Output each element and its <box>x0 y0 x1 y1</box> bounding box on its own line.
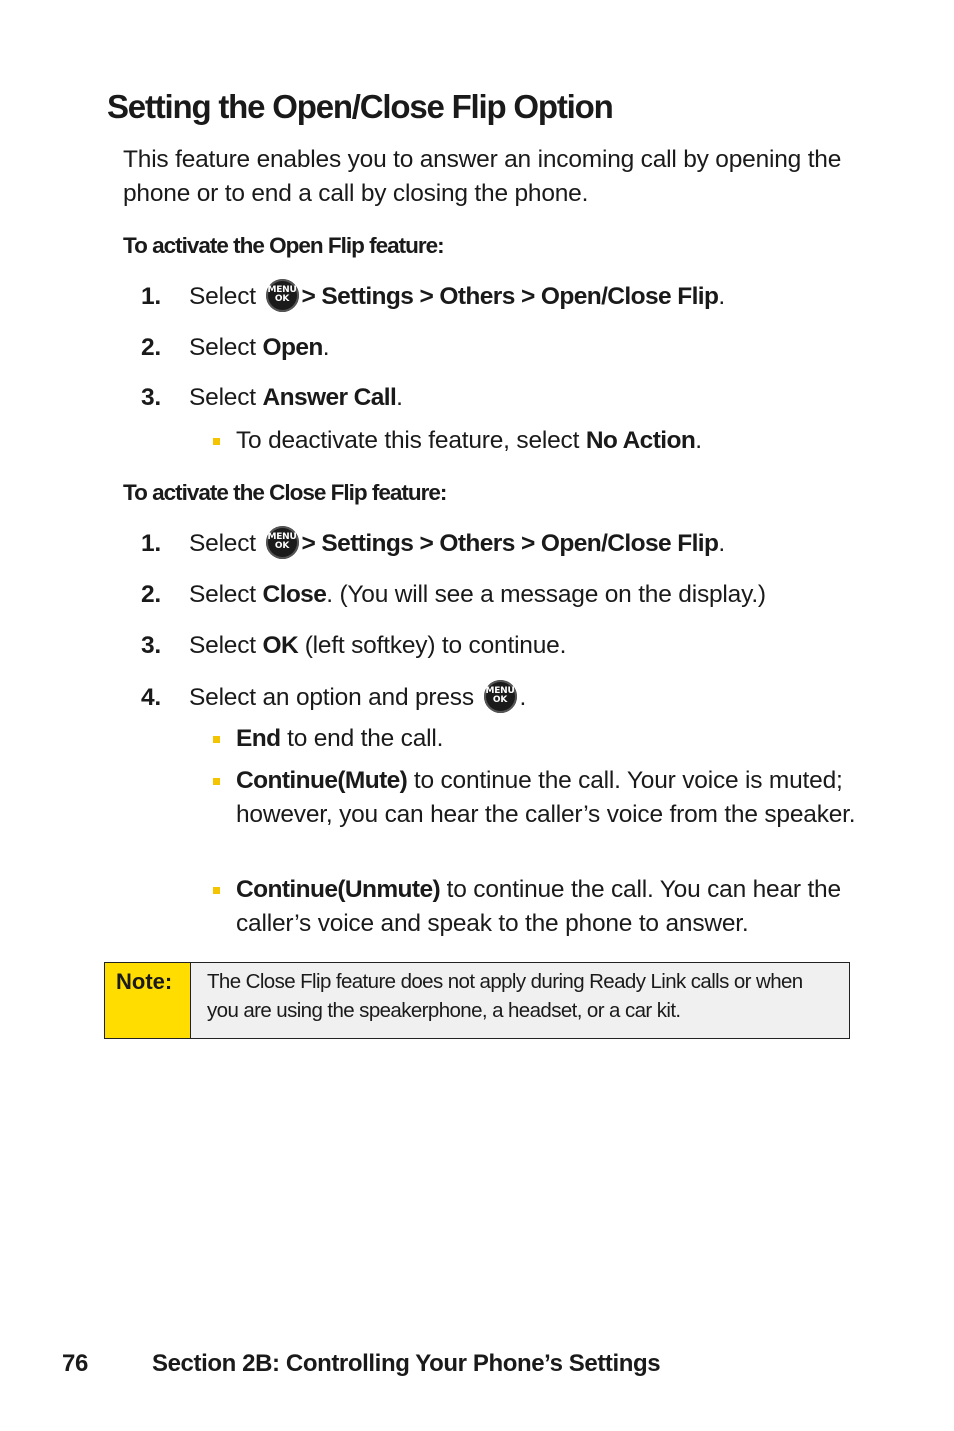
bullet-square-icon <box>213 736 220 743</box>
step-end: . <box>519 684 527 711</box>
step-end: . <box>396 384 403 411</box>
step-text: Select <box>189 283 256 310</box>
close-bullet-2 <box>210 764 860 831</box>
section-title: Section 2B: Controlling Your Phone’s Settings <box>152 1350 661 1377</box>
step-number: 1. <box>141 530 162 557</box>
menu-path: > Settings > Others > Open/Close Flip <box>301 530 719 557</box>
step-end: . (You will see a message on the display.) <box>326 581 766 608</box>
open-flip-heading: To activate the Open Flip feature: <box>123 233 444 258</box>
open-step-2 <box>141 331 329 365</box>
bullet-bold: Continue(Mute) <box>236 767 408 794</box>
bullet-square-icon <box>213 887 220 894</box>
step-text: Select <box>189 581 256 608</box>
bullet-text: To deactivate this feature, select <box>236 427 580 454</box>
close-bullet-3 <box>210 873 860 940</box>
open-bullet-1 <box>210 424 860 458</box>
step-end: . <box>718 530 725 557</box>
menu-ok-icon-line2: OK <box>274 294 290 305</box>
menu-ok-icon-line1: MENU <box>267 285 297 296</box>
note-label: Note: <box>105 963 191 1038</box>
step-end: . <box>322 334 330 361</box>
step-bold: Close <box>262 581 327 608</box>
close-step-4 <box>141 681 526 715</box>
close-step-3 <box>141 629 566 663</box>
menu-ok-icon <box>266 279 299 312</box>
open-step-1 <box>141 280 725 314</box>
menu-ok-icon <box>484 680 517 713</box>
step-text: Select <box>189 334 256 361</box>
step-bold: Answer Call <box>262 384 397 411</box>
step-number: 2. <box>141 581 162 608</box>
note-text: The Close Flip feature does not apply during Ready Link calls or when you are using the speakerphone, a headset, or a car kit. <box>207 970 803 1022</box>
menu-ok-icon-line2: OK <box>274 541 290 552</box>
step-number: 2. <box>141 334 162 361</box>
step-text: Select <box>189 530 256 557</box>
close-step-2 <box>141 578 766 612</box>
bullet-text: to continue the call. Your voice is muted; however, you can hear the caller’s voice from the speaker. <box>236 767 856 828</box>
step-number: 3. <box>141 632 162 659</box>
intro-paragraph: This feature enables you to answer an incoming call by opening the phone or to end a call by closing the phone. <box>123 146 842 207</box>
menu-ok-icon-line1: MENU <box>485 686 515 697</box>
step-text: Select <box>189 632 256 659</box>
menu-ok-icon-line1: MENU <box>267 532 297 543</box>
note-box <box>104 962 850 1039</box>
bullet-bold: Continue(Unmute) <box>236 876 441 903</box>
menu-ok-icon-line2: OK <box>492 695 508 706</box>
menu-ok-icon <box>266 526 299 559</box>
close-step-1 <box>141 527 725 561</box>
step-end: (left softkey) to continue. <box>304 632 567 659</box>
bullet-bold: No Action <box>585 427 696 454</box>
open-step-3 <box>141 381 403 415</box>
bullet-text: to continue the call. You can hear the caller’s voice and speak to the phone to answer. <box>236 876 841 937</box>
step-number: 4. <box>141 684 162 711</box>
step-number: 3. <box>141 384 162 411</box>
step-end: . <box>718 283 725 310</box>
close-flip-heading: To activate the Close Flip feature: <box>123 480 447 505</box>
menu-path: > Settings > Others > Open/Close Flip <box>301 283 719 310</box>
bullet-square-icon <box>213 778 220 785</box>
bullet-text: to end the call. <box>287 725 444 752</box>
page-title: Setting the Open/Close Flip Option <box>107 88 613 125</box>
step-bold: OK <box>262 632 299 659</box>
step-text: Select <box>189 384 256 411</box>
close-bullet-1 <box>210 722 860 756</box>
bullet-bold: End <box>236 725 281 752</box>
step-number: 1. <box>141 283 162 310</box>
bullet-end: . <box>695 427 702 454</box>
step-text: Select an option and press <box>189 684 474 711</box>
step-bold: Open <box>262 334 323 361</box>
page-footer <box>62 1350 660 1378</box>
page-number: 76 <box>62 1350 88 1377</box>
bullet-square-icon <box>213 438 220 445</box>
